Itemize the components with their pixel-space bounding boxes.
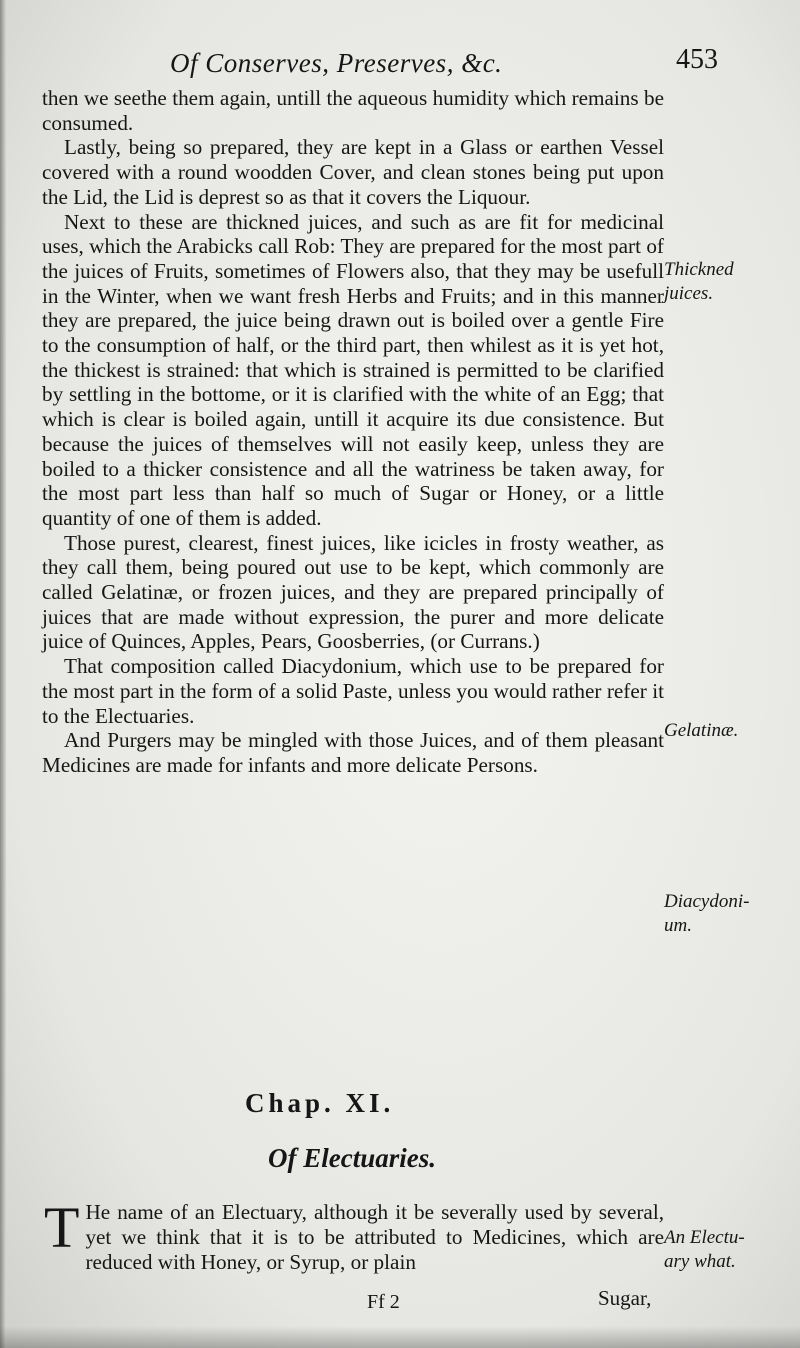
- paragraph: Next to these are thickned juices, and such as are fit for medicinal uses, which the Arabicks call Rob: They are prepared for the most part of the juices of Fruits, sometimes of Flowers also, that they may be usefull in the Winter, when we want fresh Herbs and Fruits; and in this manner they are prepared, the juice being drawn out is boiled over a gentle Fire to the consumption of half, or the third part, then whilest as it is yet hot, the thickest is strained: that which is strained is permitted to be clarified by settling in the bottome, or it is clarified with the white of an Egg; that which is clear is boiled again, untill it acquire its due consistence. But because the juices of themselves will not easily keep, unless they are boiled to a thicker consistence and all the watriness be taken away, for the most part less than half so much of Sugar or Honey, or a little quantity of one of them is added.: [42, 209, 664, 530]
- main-text: [42, 86, 664, 778]
- chapter-title: Chap. XI.: [245, 1088, 395, 1118]
- marginal-note-diacydonium: [664, 890, 799, 938]
- paragraph: That composition called Diacydonium, which use to be prepared for the most part in the form of a solid Paste, unless you would rather refer it to the Electuaries.: [42, 654, 664, 728]
- drop-cap: T: [44, 1195, 80, 1260]
- paragraph: then we seethe them again, untill the aqueous humidity which remains be consumed.: [42, 86, 664, 135]
- marginal-note-electuary: [664, 1226, 799, 1274]
- running-head: Of Conserves, Preserves, &c.: [170, 48, 503, 78]
- marginal-note-line: Thickned: [664, 259, 734, 280]
- marginal-note-line: juices.: [664, 283, 714, 304]
- chapter-opening-paragraph: He name of an Electuary, although it be severally used by several, yet we think that it is to be attributed to Medicines, which are reduced with Honey, or Syrup, or plain: [85, 1200, 664, 1274]
- signature-mark: Ff 2: [367, 1291, 400, 1313]
- marginal-note-thickned-juices: [664, 258, 799, 306]
- catchword: Sugar,: [598, 1286, 652, 1310]
- page-bottom-shadow: [0, 1326, 800, 1348]
- paragraph: Those purest, clearest, finest juices, like icicles in frosty weather, as they call them, being poured out use to be kept, which commonly are called Gelatinæ, or frozen juices, and they are prepared principally of juices that are made without expression, the purer and more delicate juice of Quinces, Apples, Pears, Goosberries, (or Currans.): [42, 530, 664, 654]
- marginal-note-line: um.: [664, 915, 692, 936]
- paragraph: And Purgers may be mingled with those Juices, and of them pleasant Medicines are made for infants and more delicate Persons.: [42, 728, 664, 777]
- page-number: 453: [676, 44, 718, 75]
- page-gutter-shadow: [0, 0, 6, 1348]
- marginal-note-line: ary what.: [664, 1251, 736, 1272]
- marginal-note-gelatinae: [664, 719, 799, 743]
- marginal-note-line: Gelatinæ.: [664, 720, 739, 741]
- paragraph: Lastly, being so prepared, they are kept in a Glass or earthen Vessel covered with a round woodden Cover, and clean stones being put upon the Lid, the Lid is deprest so as that it covers the Liquour.: [42, 135, 664, 209]
- marginal-note-line: Diacydoni-: [664, 891, 750, 912]
- chapter-opening-text: [42, 1195, 664, 1275]
- chapter-subtitle: Of Electuaries.: [268, 1143, 436, 1173]
- marginal-note-line: An Electu-: [664, 1227, 745, 1248]
